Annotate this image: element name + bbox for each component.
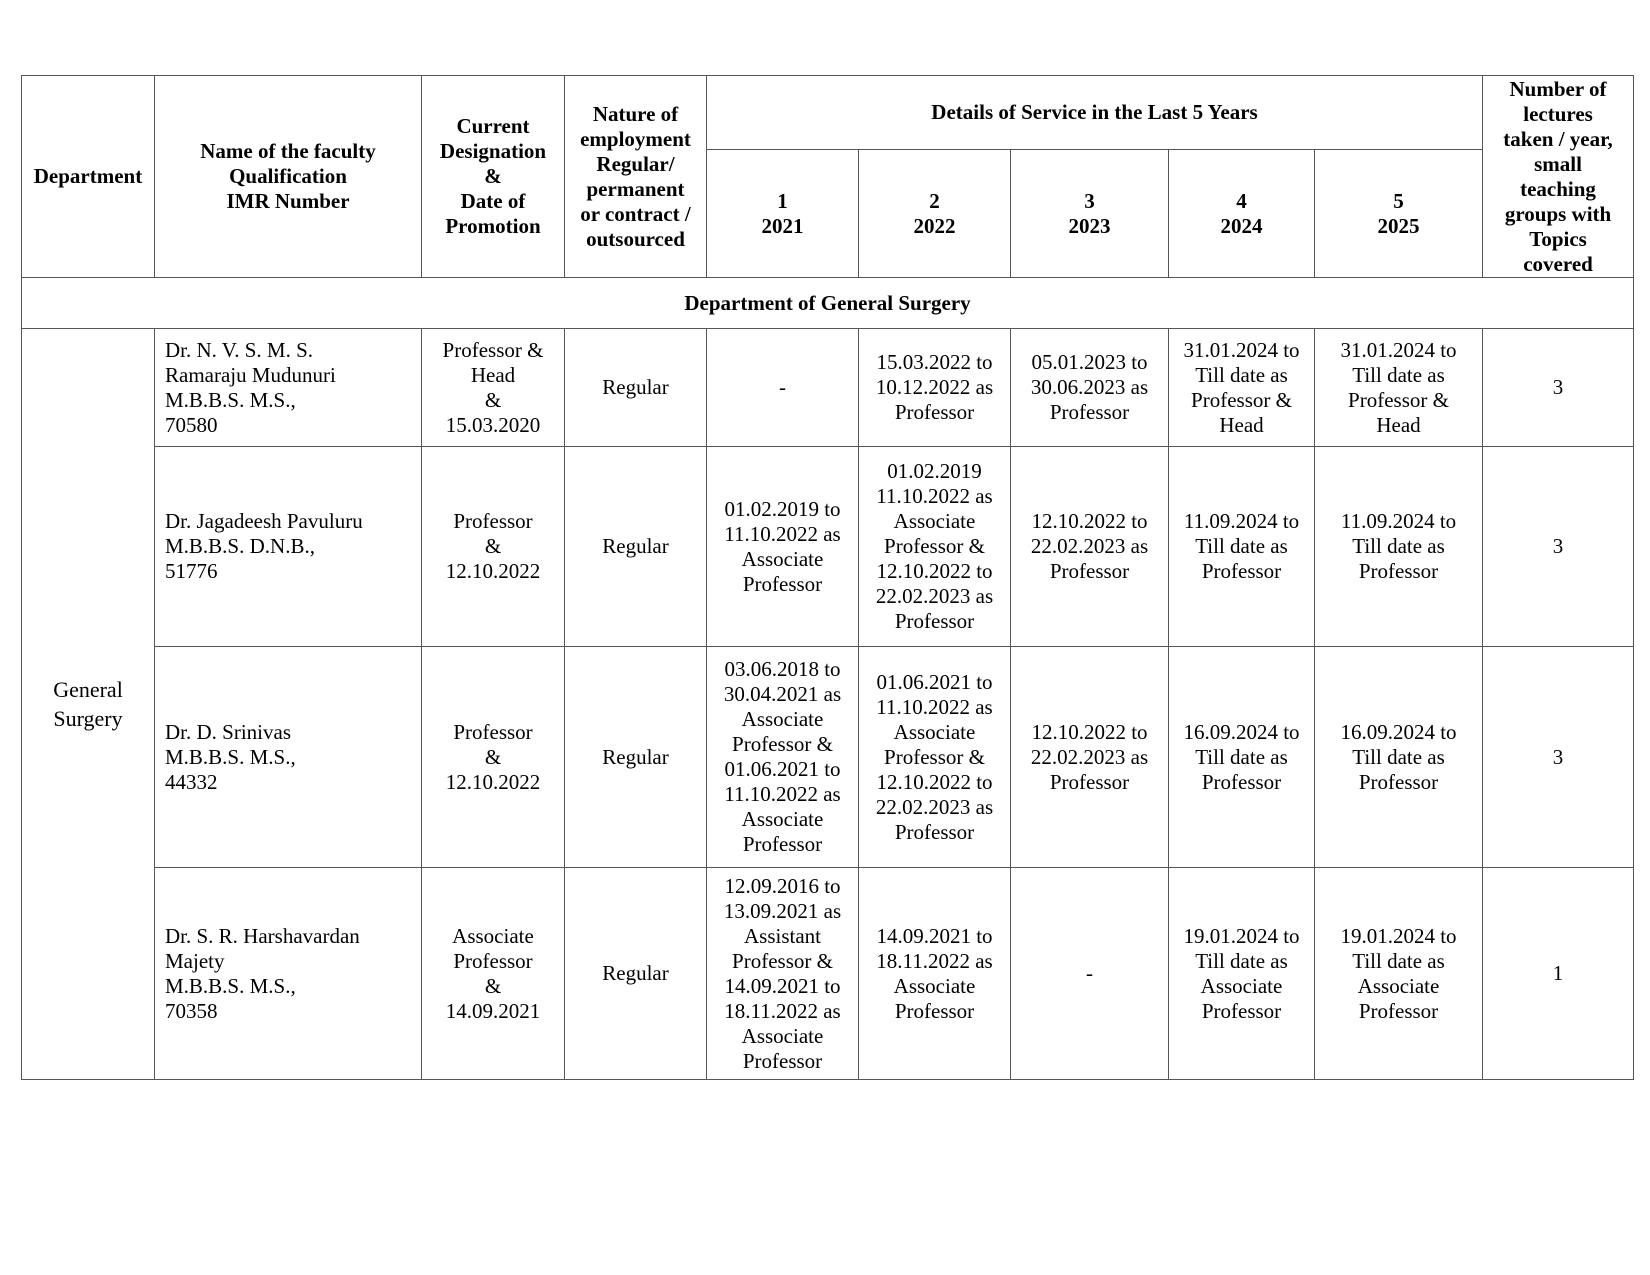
cell-line: Associate: [893, 719, 976, 744]
cell-line: employment: [580, 126, 691, 151]
cell-line: Professor: [894, 609, 975, 633]
cell-line: Professor: [742, 1048, 823, 1073]
cell-line: Head: [1219, 412, 1264, 437]
header-employment: [565, 76, 707, 278]
cell-line: 22.02.2023 as: [1030, 534, 1149, 558]
cell-line: Professor: [1358, 769, 1439, 794]
cell-line: 22.02.2023 as: [875, 794, 994, 819]
cell-line: Professor &: [884, 744, 985, 769]
cell-line: Associate: [741, 546, 824, 571]
service-2022-cell: [859, 447, 1011, 647]
header-year-3: 3 2023: [1011, 150, 1169, 278]
faculty-cell: [155, 329, 422, 447]
cell-line: Till date as: [1352, 948, 1445, 973]
cell-line: 11.10.2022 as: [876, 694, 993, 719]
table-row: [22, 447, 1634, 647]
cell-line: 01.02.2019 to: [724, 496, 841, 521]
cell-line: 12.10.2022 to: [876, 559, 993, 583]
table-row: [22, 868, 1634, 1080]
cell-line: permanent: [586, 176, 685, 201]
service-2025-cell: [1315, 447, 1483, 647]
faculty-service-table-page: [21, 75, 1633, 1080]
faculty-cell: [155, 447, 422, 647]
cell-line: 03.06.2018 to: [724, 657, 841, 681]
cell-line: 12.10.2022 to: [1031, 719, 1148, 744]
employment-cell: Regular: [565, 447, 707, 647]
faculty-cell: [155, 647, 422, 868]
cell-line: M.B.B.S. D.N.B.,: [165, 534, 315, 558]
designation-cell: [422, 868, 565, 1080]
cell-line: Promotion: [445, 214, 541, 238]
service-2023-cell: [1011, 447, 1169, 647]
cell-line: 31.01.2024 to: [1340, 337, 1457, 362]
cell-line: 11.10.2022 as: [724, 782, 841, 806]
cell-line: or contract /: [580, 201, 691, 226]
cell-line: Nature of: [592, 101, 679, 126]
cell-line: 15.03.2020: [445, 412, 541, 437]
cell-line: Dr. D. Srinivas: [165, 719, 291, 744]
cell-line: teaching: [1520, 176, 1596, 201]
cell-line: Topics: [1529, 226, 1587, 251]
employment-cell: Regular: [565, 647, 707, 868]
service-2025-cell: [1315, 647, 1483, 868]
cell-line: Associate: [452, 923, 534, 948]
cell-line: IMR Number: [226, 189, 350, 213]
cell-line: Qualification: [229, 164, 347, 188]
cell-line: &: [484, 973, 502, 998]
cell-line: 12.10.2022: [445, 559, 541, 583]
cell-line: 18.11.2022 as: [876, 948, 993, 973]
cell-line: Surgery: [53, 706, 123, 731]
cell-line: &: [484, 387, 502, 412]
faculty-cell: [155, 868, 422, 1080]
cell-line: Professor: [742, 571, 823, 596]
cell-line: Professor &: [442, 337, 544, 362]
table-row: [22, 647, 1634, 868]
cell-line: Professor &: [732, 948, 833, 973]
header-year-1: 1 2021: [707, 150, 859, 278]
service-2024-cell: [1169, 329, 1315, 447]
lectures-cell: 3: [1483, 447, 1634, 647]
cell-line: Professor &: [1191, 387, 1292, 412]
cell-line: covered: [1523, 251, 1593, 276]
cell-line: 31.01.2024 to: [1183, 337, 1300, 362]
cell-line: 14.09.2021: [445, 998, 541, 1023]
cell-line: Professor: [1201, 769, 1282, 794]
cell-line: Professor: [894, 998, 975, 1023]
cell-line: Till date as: [1352, 744, 1445, 769]
cell-line: Associate: [1200, 973, 1283, 998]
cell-line: 70358: [165, 998, 218, 1023]
cell-line: Head: [1376, 412, 1421, 437]
cell-line: Professor: [1049, 769, 1130, 794]
section-title: Department of General Surgery: [22, 278, 1634, 329]
cell-line: Till date as: [1195, 362, 1288, 387]
cell-line: Till date as: [1352, 534, 1445, 558]
header-faculty: [155, 76, 422, 278]
service-2021-cell: [707, 447, 859, 647]
cell-line: taken / year,: [1503, 126, 1613, 151]
cell-line: 01.06.2021 to: [724, 757, 841, 781]
cell-line: &: [484, 744, 502, 769]
header-designation: [422, 76, 565, 278]
cell-line: Associate: [741, 1023, 824, 1048]
cell-line: 22.02.2023 as: [1030, 744, 1149, 769]
service-2021-cell: [707, 868, 859, 1080]
cell-line: 30.04.2021 as: [723, 682, 842, 706]
cell-line: Dr. Jagadeesh Pavuluru: [165, 509, 363, 533]
cell-line: Professor: [1201, 559, 1282, 583]
cell-line: 70580: [165, 412, 218, 437]
cell-line: Associate: [1357, 973, 1440, 998]
cell-line: 12.10.2022 to: [1031, 509, 1148, 533]
cell-line: Professor: [1358, 559, 1439, 583]
cell-line: Professor: [742, 832, 823, 856]
designation-cell: [422, 329, 565, 447]
cell-line: lectures: [1523, 101, 1593, 126]
header-year-2: 2 2022: [859, 150, 1011, 278]
cell-line: M.B.B.S. M.S.,: [165, 744, 296, 769]
cell-line: 11.10.2022 as: [876, 484, 993, 508]
cell-line: Regular/: [596, 151, 675, 176]
service-2021-cell: [707, 329, 859, 447]
cell-line: Professor: [453, 948, 533, 973]
cell-line: 10.12.2022 as: [875, 375, 994, 399]
cell-line: Associate: [741, 807, 824, 831]
cell-line: Professor: [1049, 559, 1130, 583]
cell-line: &: [484, 534, 502, 558]
table-body: [22, 76, 1634, 1080]
cell-line: 11.09.2024 to: [1340, 509, 1457, 533]
header-department: Department: [22, 76, 155, 278]
service-2022-cell: [859, 868, 1011, 1080]
cell-line: Professor &: [884, 534, 985, 558]
cell-line: Professor: [1049, 400, 1130, 424]
cell-line: 19.01.2024 to: [1340, 923, 1457, 948]
cell-line: M.B.B.S. M.S.,: [165, 387, 296, 412]
cell-line: Ramaraju Mudunuri: [165, 362, 336, 387]
faculty-service-table: [21, 75, 1634, 1080]
cell-line: Majety: [165, 948, 225, 973]
header-year-5: 5 2025: [1315, 150, 1483, 278]
cell-line: M.B.B.S. M.S.,: [165, 973, 296, 998]
employment-cell: Regular: [565, 868, 707, 1080]
cell-line: 14.09.2021 to: [876, 923, 993, 948]
cell-line: Professor &: [732, 732, 833, 756]
header-row-1: [22, 76, 1634, 150]
cell-line: 01.02.2019: [887, 459, 982, 483]
designation-cell: [422, 647, 565, 868]
cell-line: 51776: [165, 559, 218, 583]
cell-line: 01.06.2021 to: [876, 669, 993, 694]
cell-line: Dr. S. R. Harshavardan: [165, 923, 360, 948]
cell-line: 05.01.2023 to: [1031, 350, 1148, 374]
cell-line: Professor: [453, 509, 533, 533]
cell-line: Current: [456, 114, 530, 138]
cell-line: 11.10.2022 as: [724, 521, 841, 546]
employment-cell: Regular: [565, 329, 707, 447]
cell-line: Till date as: [1352, 362, 1445, 387]
lectures-cell: 3: [1483, 647, 1634, 868]
cell-line: small: [1534, 151, 1582, 176]
service-2024-cell: [1169, 868, 1315, 1080]
designation-cell: [422, 447, 565, 647]
cell-line: outsourced: [586, 226, 685, 251]
cell-line: -: [779, 375, 786, 399]
service-2025-cell: [1315, 329, 1483, 447]
cell-line: Date of: [460, 189, 526, 213]
cell-line: -: [1086, 961, 1093, 985]
cell-line: Professor: [894, 819, 975, 844]
cell-line: Professor &: [1348, 387, 1449, 412]
service-2022-cell: [859, 329, 1011, 447]
cell-line: 12.10.2022 to: [876, 769, 993, 794]
cell-line: Till date as: [1195, 948, 1288, 973]
cell-line: 44332: [165, 769, 218, 794]
cell-line: 15.03.2022 to: [876, 350, 993, 374]
service-2023-cell: [1011, 329, 1169, 447]
cell-line: Till date as: [1195, 744, 1288, 769]
cell-line: Dr. N. V. S. M. S.: [165, 337, 314, 362]
department-cell: [22, 329, 155, 1080]
cell-line: 19.01.2024 to: [1183, 923, 1300, 948]
lectures-cell: 3: [1483, 329, 1634, 447]
section-row: [22, 278, 1634, 329]
header-lectures: [1483, 76, 1634, 278]
cell-line: Name of the faculty: [200, 139, 376, 163]
service-2024-cell: [1169, 647, 1315, 868]
cell-line: groups with: [1504, 201, 1612, 226]
cell-line: Associate: [741, 707, 824, 731]
table-row: [22, 329, 1634, 447]
lectures-cell: 1: [1483, 868, 1634, 1080]
cell-line: Associate: [893, 509, 976, 533]
cell-line: Assistant: [743, 923, 821, 948]
cell-line: Designation: [439, 139, 547, 163]
service-2021-cell: [707, 647, 859, 868]
cell-line: 11.09.2024 to: [1183, 509, 1300, 533]
header-year-4: 4 2024: [1169, 150, 1315, 278]
header-service: Details of Service in the Last 5 Years: [707, 76, 1483, 150]
cell-line: Till date as: [1195, 534, 1288, 558]
service-2023-cell: [1011, 647, 1169, 868]
cell-line: Professor: [1358, 998, 1439, 1023]
service-2024-cell: [1169, 447, 1315, 647]
cell-line: 13.09.2021 as: [723, 898, 842, 923]
cell-line: 16.09.2024 to: [1340, 719, 1457, 744]
cell-line: General: [53, 677, 123, 702]
cell-line: 18.11.2022 as: [724, 998, 841, 1023]
cell-line: Number of: [1509, 76, 1607, 101]
cell-line: 14.09.2021 to: [724, 973, 841, 998]
cell-line: Associate: [893, 973, 976, 998]
service-2025-cell: [1315, 868, 1483, 1080]
service-2023-cell: [1011, 868, 1169, 1080]
cell-line: Professor: [1201, 998, 1282, 1023]
cell-line: Head: [470, 362, 516, 387]
service-2022-cell: [859, 647, 1011, 868]
cell-line: 12.10.2022: [445, 769, 541, 794]
cell-line: 22.02.2023 as: [875, 584, 994, 608]
cell-line: 12.09.2016 to: [724, 873, 841, 898]
cell-line: Professor: [894, 400, 975, 424]
cell-line: 30.06.2023 as: [1030, 375, 1149, 399]
cell-line: &: [484, 164, 502, 188]
cell-line: Professor: [453, 719, 533, 744]
cell-line: 16.09.2024 to: [1183, 719, 1300, 744]
